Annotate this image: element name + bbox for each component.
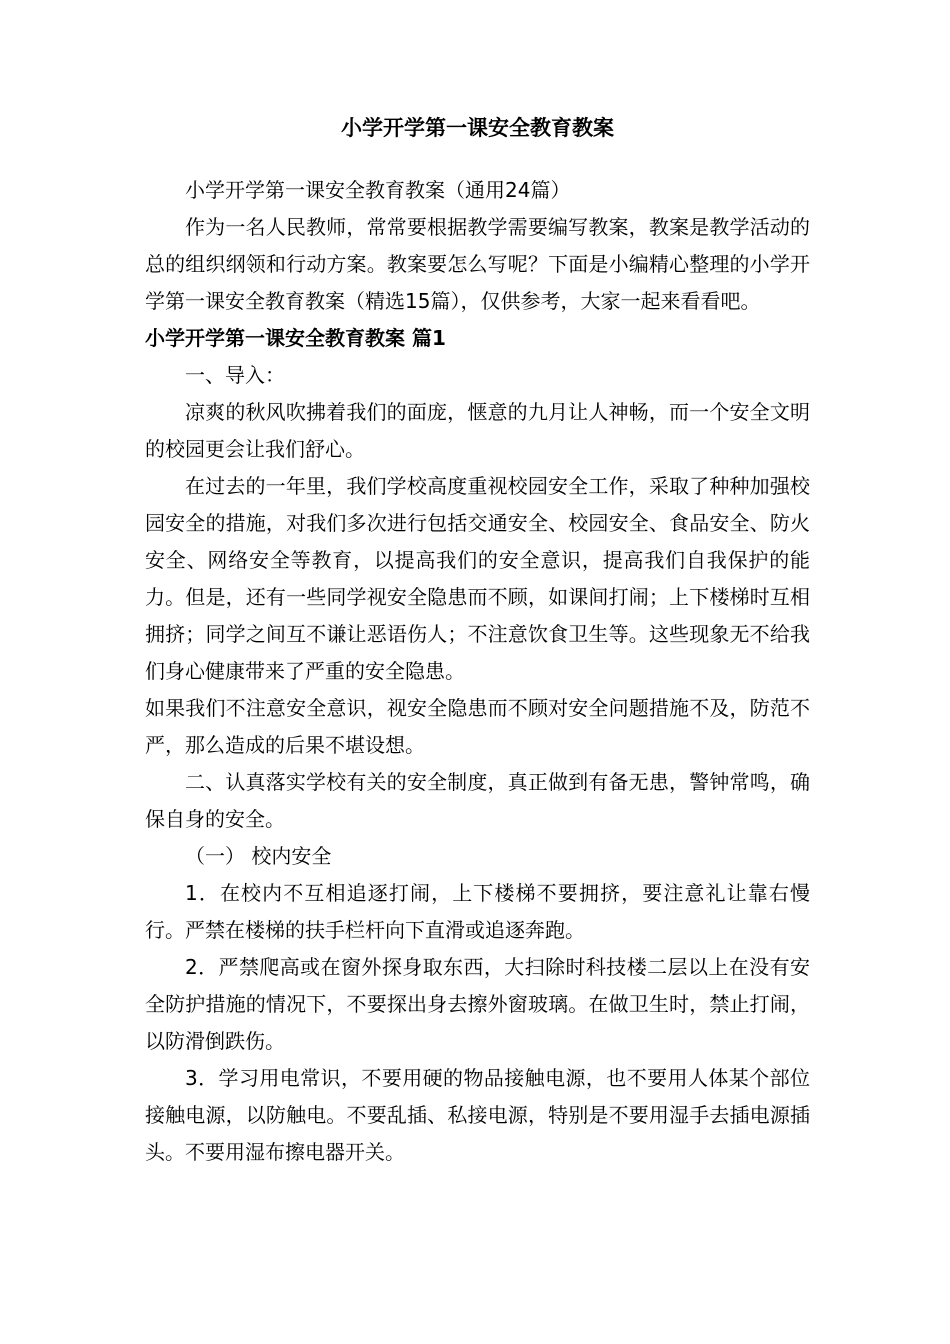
paragraph-1: 凉爽的秋风吹拂着我们的面庞，惬意的九月让人神畅，而一个安全文明的校园更会让我们舒心。 [145,400,810,461]
subtitle-paragraph: 小学开学第一课安全教育教案（通用24篇） [185,178,571,202]
paragraph-3: 如果我们不注意安全意识，视安全隐患而不顾对安全问题措施不及，防范不严，那么造成的后果不堪设想。 [145,696,810,757]
sub1-heading: （一） 校内安全 [185,844,332,868]
section-heading: 小学开学第一课安全教育教案 篇1 [145,326,446,350]
intro-paragraph: 作为一名人民教师，常常要根据教学需要编写教案，教案是教学活动的总的组织纲领和行动方案。教案要怎么写呢？下面是小编精心整理的小学开学第一课安全教育教案（精选15篇），仅供参考，大家一起来看看吧。 [145,215,810,313]
part2-heading: 二、认真落实学校有关的安全制度，真正做到有备无患，警钟常鸣，确保自身的安全。 [145,770,810,831]
document-title: 小学开学第一课安全教育教案 [341,116,614,140]
list-item-2: 2．严禁爬高或在窗外探身取东西，大扫除时科技楼二层以上在没有安全防护措施的情况下，不要探出身去擦外窗玻璃。在做卫生时，禁止打闹，以防滑倒跌伤。 [145,955,810,1053]
paragraph-2: 在过去的一年里，我们学校高度重视校园安全工作，采取了种种加强校园安全的措施，对我们多次进行包括交通安全、校园安全、食品安全、防火安全、网络安全等教育，以提高我们的安全意识，提高我们自我保护的能力。但是，还有一些同学视安全隐患而不顾，如课间打闹；上下楼梯时互相拥挤；同学之间互不谦让恶语伤人；不注意饮食卫生等。这些现象无不给我们身心健康带来了严重的安全隐患。 [145,474,810,683]
list-item-1: 1．在校内不互相追逐打闹，上下楼梯不要拥挤，要注意礼让靠右慢行。严禁在楼梯的扶手栏杆向下直滑或追逐奔跑。 [145,881,810,942]
list-item-3: 3．学习用电常识，不要用硬的物品接触电源，也不要用人体某个部位接触电源，以防触电。不要乱插、私接电源，特别是不要用湿手去插电源插头。不要用湿布擦电器开关。 [145,1066,810,1164]
document-body [145,172,810,1171]
part1-heading: 一、导入： [185,363,285,387]
